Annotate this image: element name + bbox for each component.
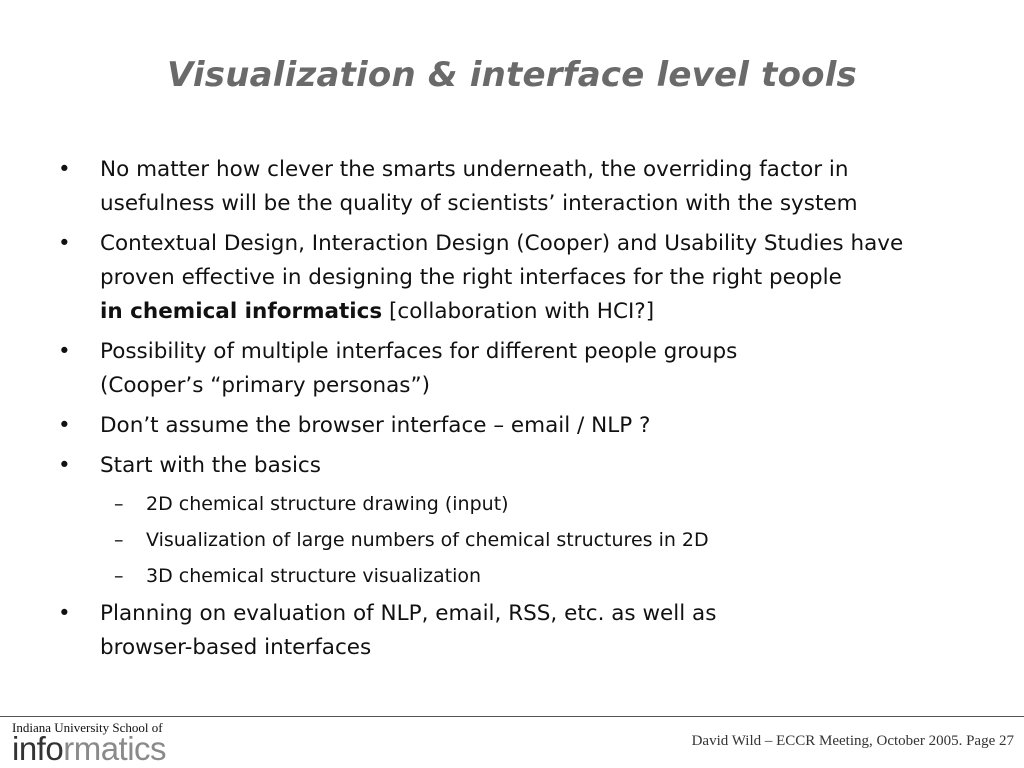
bullet-mark: •	[58, 601, 71, 626]
bullet-line: usefulness will be the quality of scientists’ interaction with the system	[100, 191, 858, 216]
logo-text-dark: info	[12, 730, 64, 767]
sub-bullet-line: Visualization of large numbers of chemical structures in 2D	[146, 529, 709, 551]
list-item	[58, 597, 988, 665]
dash-mark: –	[114, 565, 124, 587]
bullet-line: proven effective in designing the right interfaces for the right people	[100, 265, 842, 290]
bullet-mark: •	[58, 231, 71, 256]
logo-text-light: rmatics	[63, 730, 167, 767]
dash-mark: –	[114, 529, 124, 551]
school-name: Indiana University School of	[12, 720, 163, 735]
footer-divider	[0, 716, 1024, 717]
bullet-list	[58, 153, 988, 671]
list-item	[58, 409, 988, 443]
list-item	[58, 227, 988, 329]
bullet-mark: •	[58, 453, 71, 478]
sub-list-item	[58, 489, 988, 519]
footer-citation: David Wild – ECCR Meeting, October 2005. Page 27	[691, 733, 1014, 749]
bullet-mark: •	[58, 339, 71, 364]
list-item	[58, 449, 988, 483]
bullet-mark: •	[58, 413, 71, 438]
sub-list-item	[58, 525, 988, 555]
bullet-line: Start with the basics	[100, 453, 321, 478]
bullet-line: Possibility of multiple interfaces for different people groups	[100, 339, 738, 364]
sub-list-item	[58, 561, 988, 591]
list-item	[58, 335, 988, 403]
slide-title: Visualization & interface level tools	[166, 55, 857, 95]
bullet-line: No matter how clever the smarts underneath, the overriding factor in	[100, 157, 849, 182]
bullet-line: Contextual Design, Interaction Design (Cooper) and Usability Studies have	[100, 231, 904, 256]
emphasis-text: in chemical informatics	[100, 299, 383, 324]
bullet-line: (Cooper’s “primary personas”)	[100, 373, 431, 398]
dash-mark: –	[114, 493, 124, 515]
bullet-line	[100, 295, 988, 329]
list-item	[58, 153, 988, 221]
sub-bullet-line: 3D chemical structure visualization	[146, 565, 482, 587]
bullet-line: Don’t assume the browser interface – email / NLP ?	[100, 413, 651, 438]
sub-bullet-line: 2D chemical structure drawing (input)	[146, 493, 509, 515]
bullet-mark: •	[58, 157, 71, 182]
bullet-text: [collaboration with HCI?]	[382, 299, 655, 324]
bullet-line: browser-based interfaces	[100, 635, 372, 660]
bullet-line: Planning on evaluation of NLP, email, RSS, etc. as well as	[100, 601, 717, 626]
informatics-logo	[12, 730, 166, 768]
